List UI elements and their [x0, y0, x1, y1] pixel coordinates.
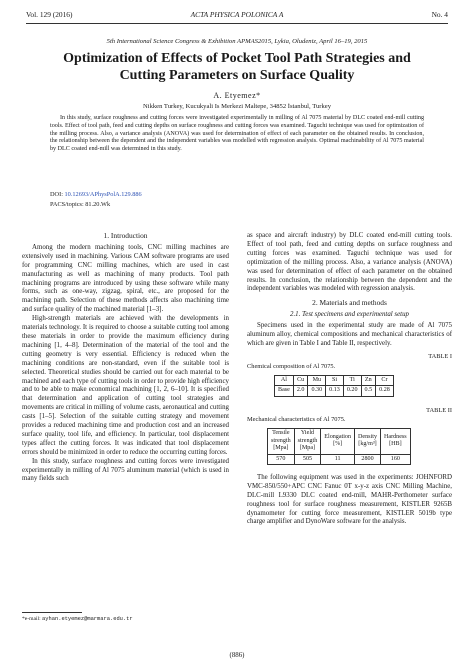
footnote-rule — [22, 612, 82, 613]
paragraph: In this study, surface roughness and cutting forces were investigated experimentally in milling of Al 7075 aluminum material (which is used in many fields such — [22, 457, 229, 483]
section-heading-materials: 2. Materials and methods — [312, 298, 387, 308]
author-name: A. Etyemez* — [213, 91, 261, 100]
section-heading-introduction: 1. Introduction — [103, 231, 148, 240]
author-affiliation: Nikken Turkey, Kucukyali Is Merkezi Maltepe, 34852 İstanbul, Turkey — [142, 103, 332, 110]
table-header-cell: Ti — [343, 375, 361, 385]
table1-label: TABLE I — [428, 352, 452, 360]
table-header-cell: Al — [275, 375, 294, 385]
table2-label: TABLE II — [426, 406, 452, 414]
paragraph: Among the modern machining tools, CNC milling machines are extensively used in machining. Various CAM software programs are used for programming CNC milling machines, which are used in cast manufacturing as well as machining of many products. Tool path machining programs are introduced by using these software while many forms, such as one-way, zigzag, spiral, etc., are proposed for the machining path. Selection of these methods affects also machining time and surface quality of the machined material [1–3]. — [22, 243, 229, 314]
table-row — [275, 386, 394, 396]
paper-title: Optimization of Effects of Pocket Tool Path Strategies and Cutting Parameters on Surface Quality — [63, 51, 411, 83]
running-header — [26, 10, 448, 22]
table-row — [268, 454, 411, 464]
table-cell: 2.0 — [293, 386, 308, 396]
table-cell: 160 — [381, 454, 411, 464]
table-header-cell: Mu — [308, 375, 326, 385]
right-column — [247, 232, 452, 527]
table-cell: 0.13 — [326, 386, 344, 396]
footnote — [22, 612, 229, 622]
table2-caption: Mechanical characteristics of Al 7075. — [247, 416, 346, 424]
pacs-line: PACS/topics: 81.20.Wk — [50, 201, 111, 208]
conference-line: 5th International Science Congress & Exhibition APMAS2015, Lykia, Oludeniz, April 16–19, 2015 — [106, 38, 368, 45]
table-header-row — [275, 375, 394, 385]
doi-label: DOI: — [50, 191, 63, 198]
abstract — [50, 115, 424, 154]
paragraph: High-strength materials are achieved with the developments in materials technology. It is required to choose a suitable cutting tool among these materials in order to provide the maximum efficiency during machining [1, 4–8]. Determination of the material of the tool and the cutting geometry is very essential. Efficiency is reduced when the machining conditions are non-standard, even if the suitable tool is selected. Theoretical studies should be carried out for each material to be machined and each type of cutting tools in order to provide high efficiency and to be able to make economical machining [1, 2, 6–10]. It is specified that determination and application of cutting tool strategies and movements are critical in milling of volume casts, aeronautical and cutting casts [1–5]. Selection of the suitable cutting strategy and movement provides a reduced machining time and production cost and an increased surface quality, tool life, and efficiency. In particular, tool displacement types affect the cutting forces. It was indicated that tool displacement errors should be minimized in order to reduce the occurring cutting forces. — [22, 315, 229, 456]
table-cell: 0.28 — [376, 386, 394, 396]
table-header-cell: Hardness [HB] — [381, 429, 411, 454]
table-header-cell: Cu — [293, 375, 308, 385]
abstract-text: In this study, surface roughness and cutting forces were investigated experimentally in milling of Al 7075 material by DLC coated end-mill cutting tools. Effect of tool path, feed and cutting depths on surface roughness and cutting forces was examined. Taguchi technique was used for optimization of the milling process. Also, a variance analysis (ANOVA) was used for determination of effect of each parameter on the obtained results. In conclusion, the relationship between the dependent and the independent variables was modelled with regression analysis. Optimal machinability of Al 7075 material by DLC coated end-mill was determined in this study. — [50, 115, 424, 153]
table1-caption: Chemical composition of Al 7075. — [247, 362, 336, 370]
header-rule — [26, 23, 448, 24]
footnote-email-link[interactable]: ayhan.etyemez@marmara.edu.tr — [42, 616, 133, 622]
paragraph: as space and aircraft industry) by DLC coated end-mill cutting tools. Effect of tool path, feed and cutting depths on surface roughness and cutting forces was examined. Taguchi technique was used for optimization of the milling process. Also, a variance analysis (ANOVA) was used for determination of effect of each parameter on the obtained results. In conclusion, the relationship between the dependent and the independent variables was modeled with regression analysis. — [247, 232, 452, 293]
page-number: (886) — [229, 652, 245, 659]
table-header-row — [268, 429, 411, 454]
table-header-cell: Tensile strength [Mpa] — [268, 429, 295, 454]
table-header-cell: Zn — [361, 375, 376, 385]
table-header-cell: Elongation [%] — [321, 429, 355, 454]
paragraph: Specimens used in the experimental study are made of Al 7075 aluminum alloy, chemical compositions and mechanical characteristics of which are given in Table I and Table II, respectively. — [247, 322, 452, 347]
table-cell: 0.30 — [308, 386, 326, 396]
table-header-cell: Cr — [376, 375, 394, 385]
header-number: No. 4 — [431, 10, 448, 19]
table-cell: Base — [275, 386, 294, 396]
subsection-heading: 2.1. Test specimens and experimental setup — [290, 311, 409, 319]
table-header-cell: Density [kg/m³] — [355, 429, 381, 454]
header-volume: Vol. 129 (2016) — [26, 10, 73, 19]
table-cell: 505 — [294, 454, 321, 464]
table-mechanical-characteristics — [267, 428, 411, 465]
table-cell: 0.20 — [343, 386, 361, 396]
table-cell: 570 — [268, 454, 295, 464]
table-chemical-composition — [274, 375, 394, 397]
paragraph: The following equipment was used in the experiments: JOHNFORD VMC-850/550+APC CNC Fanuc 0T x-y-z axis CNC Milling Machine, DLC-mill L9330 DLC coated end-mill, MAHR-Perthometer surface roughness tool for surface roughness measurement, KISTLER 9265B dynamometer for cutting force measurement, KISTLER 5019b type charge amplifier and DynoWare software for the analysis. — [247, 473, 452, 526]
table-header-cell: Si — [326, 375, 344, 385]
header-journal: ACTA PHYSICA POLONICA A — [190, 10, 284, 19]
footnote-marker: *e-mail: — [22, 616, 41, 622]
table-header-cell: Yield strength [Mpa] — [294, 429, 321, 454]
table-cell: 11 — [321, 454, 355, 464]
table-cell: 2800 — [355, 454, 381, 464]
doi-link[interactable]: 10.12693/APhysPolA.129.886 — [64, 191, 142, 198]
left-column — [22, 232, 229, 484]
doi-line — [50, 191, 142, 198]
table-cell: 0.5 — [361, 386, 376, 396]
